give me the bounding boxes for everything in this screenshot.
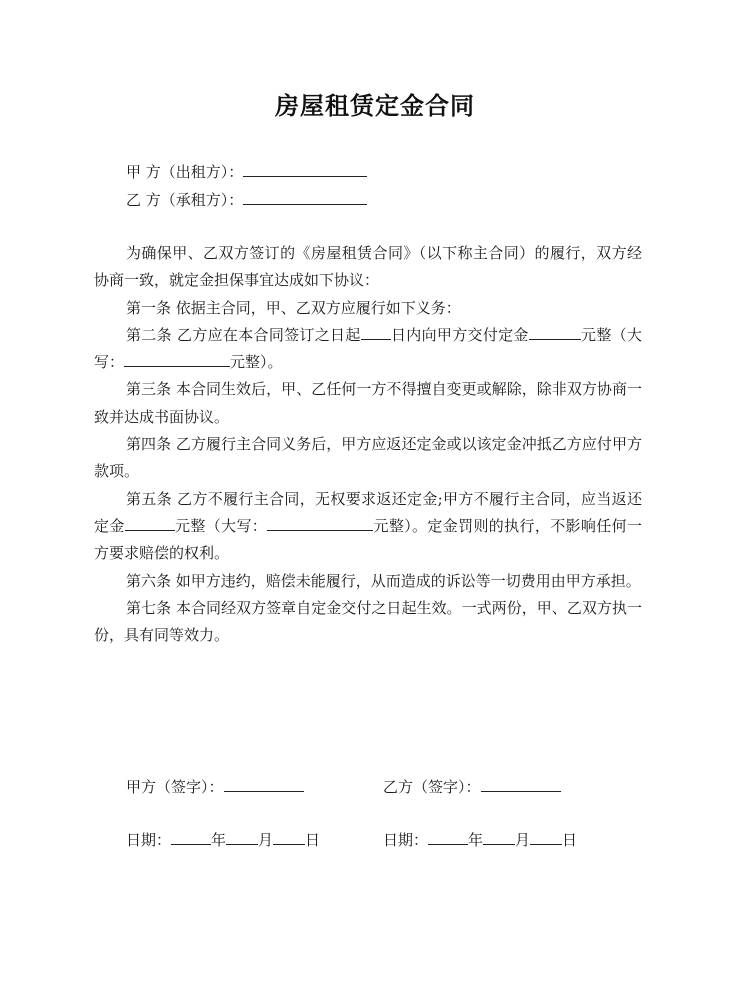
- party-a-signature-label: 甲方（签字）：: [126, 778, 224, 796]
- article-5-text-b: 元整（大写：: [174, 516, 268, 535]
- party-b-date-label: 日期：: [383, 831, 429, 849]
- article-2: [94, 322, 642, 377]
- party-a-date: [126, 828, 320, 852]
- preamble-paragraph: 为确保甲、乙双方签订的《房屋租赁合同》（以下称主合同）的履行，双方经协商一致，就定金担保事宜达成如下协议：: [94, 244, 642, 290]
- article-2-text-b: 日内向甲方交付定金: [390, 325, 529, 344]
- article-2-text-c: 元整（大写：: [94, 325, 642, 372]
- party-a-day-label: 日: [305, 831, 321, 849]
- article-1: 第一条 依据主合同，甲、乙双方应履行如下义务：: [126, 298, 461, 317]
- refund-amount-words-blank[interactable]: [267, 515, 373, 531]
- party-a-signature-blank[interactable]: [224, 776, 304, 792]
- party-b-month-blank[interactable]: [483, 829, 515, 845]
- party-b-line: [126, 188, 367, 212]
- deposit-amount-words-blank[interactable]: [124, 351, 230, 367]
- article-2-text-a: 第二条 乙方应在本合同签订之日起: [126, 325, 361, 344]
- party-a-line: [126, 160, 367, 184]
- party-a-blank[interactable]: [243, 160, 367, 177]
- party-a-year-blank[interactable]: [171, 829, 211, 845]
- article-7: 第七条 本合同经双方签章自定金交付之日起生效。一式两份，甲、乙双方执一份，具有同等效力。: [94, 598, 642, 645]
- article-5-text-a: 第五条 乙方不履行主合同，无权要求返还定金;甲方不履行主合同，应当返还定金: [94, 489, 642, 535]
- party-b-label: 乙 方（承租方）：: [126, 191, 244, 209]
- party-a-year-label: 年: [211, 831, 227, 849]
- party-b-day-blank[interactable]: [530, 829, 562, 845]
- article-4: 第四条 乙方履行主合同义务后，甲方应返还定金或以该定金冲抵乙方应付甲方款项。: [94, 435, 642, 481]
- article-6: 第六条 如甲方违约，赔偿未能履行，从而造成的诉讼等一切费用由甲方承担。: [126, 571, 641, 590]
- refund-amount-blank[interactable]: [125, 515, 175, 531]
- party-b-year-blank[interactable]: [428, 829, 468, 845]
- party-b-day-label: 日: [562, 831, 578, 849]
- party-b-year-label: 年: [468, 831, 484, 849]
- contract-body: [94, 240, 642, 649]
- days-blank[interactable]: [361, 324, 391, 340]
- party-b-blank[interactable]: [243, 188, 367, 205]
- article-3: 第三条 本合同生效后，甲、乙任何一方不得擅自变更或解除，除非双方协商一致并达成书面协议。: [94, 380, 642, 426]
- party-a-date-label: 日期：: [126, 831, 172, 849]
- party-b-month-label: 月: [515, 831, 531, 849]
- article-5-text-c: 元整）。定金罚则的执行，不影响任何一方要求赔偿的权利。: [94, 516, 642, 563]
- party-a-signature: [126, 775, 304, 799]
- party-a-month-label: 月: [258, 831, 274, 849]
- party-a-label: 甲 方（出租方）：: [126, 163, 244, 181]
- party-b-signature-label: 乙方（签字）：: [383, 778, 481, 796]
- party-b-signature: [383, 775, 561, 799]
- party-a-day-blank[interactable]: [273, 829, 305, 845]
- document-title: 房屋租赁定金合同: [275, 92, 475, 120]
- party-b-signature-blank[interactable]: [481, 776, 561, 792]
- party-b-date: [383, 828, 577, 852]
- article-5: [94, 486, 642, 568]
- party-a-month-blank[interactable]: [226, 829, 258, 845]
- deposit-amount-blank[interactable]: [529, 324, 581, 340]
- article-2-text-d: 元整）。: [230, 353, 283, 372]
